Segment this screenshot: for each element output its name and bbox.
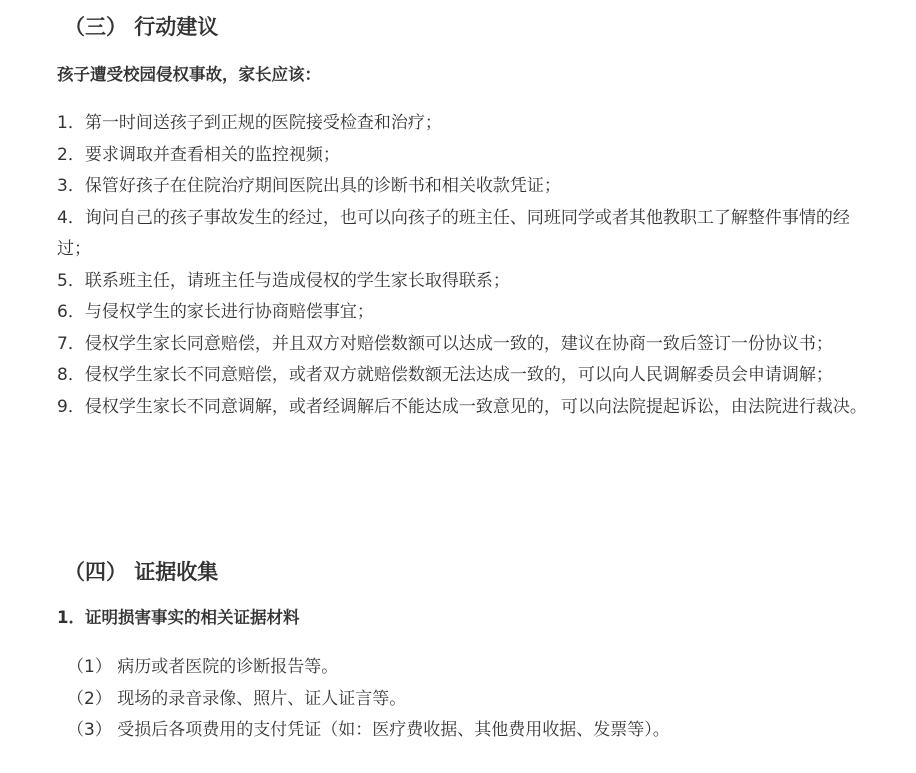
section-subtitle-damage-evidence: 1．证明损害事实的相关证据材料 <box>57 608 300 627</box>
list-item: 1．第一时间送孩子到正规的医院接受检查和治疗； <box>57 113 442 133</box>
list-item: 5．联系班主任，请班主任与造成侵权的学生家长取得联系； <box>57 270 510 291</box>
section-title-action-advice: （三） 行动建议 <box>64 15 219 39</box>
action-advice-list <box>57 108 867 423</box>
list-item: 6．与侵权学生的家长进行协商赔偿事宜； <box>57 302 374 322</box>
section-title-evidence-collection: （四） 证据收集 <box>64 560 219 584</box>
list-item: 4．询问自己的孩子事故发生的经过，也可以向孩子的班主任、同班同学或者其他教职工了解整件事情的经过； <box>57 207 850 259</box>
list-item: 2．要求调取并查看相关的监控视频； <box>57 144 340 165</box>
list-item: 7．侵权学生家长同意赔偿，并且双方对赔偿数额可以达成一致的，建议在协商一致后签订一份协议书； <box>57 333 833 354</box>
list-item: （2） 现场的录音录像、照片、证人证言等。 <box>67 688 407 709</box>
list-item: （1） 病历或者医院的诊断报告等。 <box>67 657 339 677</box>
list-item: 3．保管好孩子在住院治疗期间医院出具的诊断书和相关收款凭证； <box>57 176 561 196</box>
list-item: （3） 受损后各项费用的支付凭证（如：医疗费收据、其他费用收据、发票等）。 <box>67 720 670 740</box>
evidence-list <box>67 652 867 747</box>
section-subtitle-parents-should: 孩子遭受校园侵权事故，家长应该： <box>57 65 321 84</box>
list-item: 8．侵权学生家长不同意赔偿，或者双方就赔偿数额无法达成一致的，可以向人民调解委员会申请调解； <box>57 365 833 385</box>
list-item: 9．侵权学生家长不同意调解，或者经调解后不能达成一致意见的，可以向法院提起诉讼，由法院进行裁决。 <box>57 396 867 417</box>
